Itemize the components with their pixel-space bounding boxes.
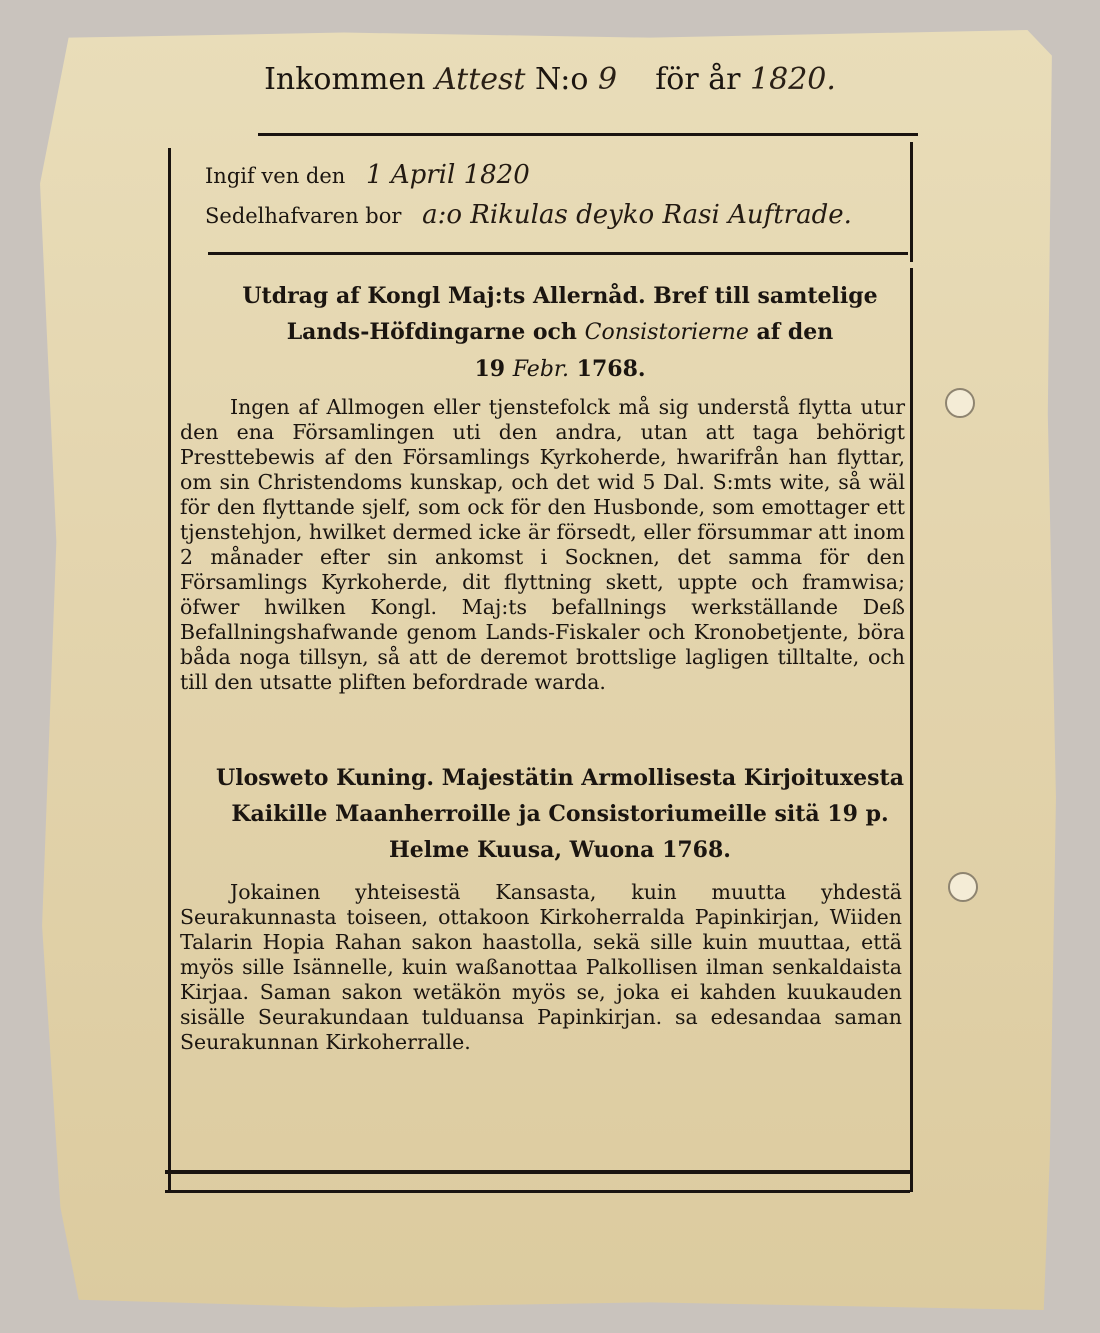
swedish-heading-line2-b: Consistorierne bbox=[584, 320, 749, 345]
date-value: 1 April 1820 bbox=[366, 160, 530, 190]
right-border-upper bbox=[910, 142, 913, 262]
date-label: Ingif ven den bbox=[205, 164, 346, 188]
swedish-heading bbox=[210, 278, 910, 388]
document-title bbox=[140, 62, 960, 97]
swedish-body: Ingen af Allmogen eller tjenstefolck må sig understå flytta utur den ena Församlingen uti den andra, utan att taga behörigt Presttebewis af den Församlings Kyrkoherde, hwarifrån han flyttar, om sin Christendoms kunskap, och det wid 5 Dal. S:mts wite, så wäl för den flyttande sjelf, som ock för den Husbonde, som emottager ett tjenstehjon, hwilket dermed icke är försedt, eller försummar att inom 2 månader efter sin ankomst i Socknen, det samma för den Församlings Kyrkoherde, dit flyttning skett, uppte och framwisa; öfwer hwilken Kongl. Maj:ts befallnings werkställande Deß Befallningshafwande genom Lands-Fiskaler och Kronobetjente, böra båda noga tillsyn, så att de deremot brottslige lagligen tilltalte, och till den utsatte pliften befordrade warda. bbox=[180, 395, 905, 694]
swedish-heading-line3-c: 1768. bbox=[576, 356, 646, 382]
attest-label: Attest bbox=[435, 62, 526, 97]
finnish-heading-line1: Ulosweto Kuning. Majestätin Armollisesta Kirjoituxesta bbox=[216, 765, 904, 791]
year-value: 1820. bbox=[750, 62, 836, 97]
right-border-lower bbox=[910, 268, 913, 1192]
finnish-body: Jokainen yhteisestä Kansasta, kuin muutta yhdestä Seurakunnasta toiseen, ottakoon Kirkoherralda Papinkirjan, Wiiden Talarin Hopia Rahan sakon haastolla, sekä sille kuin muuttaa, että myös sille Isännelle, kuin waßanottaa Palkollisen ilman senkaldaista Kirjaa. Saman sakon wetäkön myös se, joka ei kahden kuukauden sisälle Seurakundaan tulduansa Papinkirjan. sa edesandaa saman Seurakunnan Kirkoherralle. bbox=[180, 880, 902, 1054]
finnish-heading-line3: Helme Kuusa, Wuona 1768. bbox=[389, 837, 731, 863]
swedish-heading-line2-c: af den bbox=[756, 319, 834, 345]
swedish-heading-line2 bbox=[210, 314, 910, 351]
finnish-heading-line2: Kaikille Maanherroille ja Consistoriumeille sitä 19 p. bbox=[231, 801, 889, 827]
left-border bbox=[168, 148, 171, 1190]
residence-value: a:o Rikulas deyko Rasi Auftrade. bbox=[422, 200, 852, 230]
bottom-rule-lower bbox=[165, 1190, 910, 1193]
number-label: N:o bbox=[535, 62, 589, 97]
attest-number: 9 bbox=[597, 62, 618, 97]
date-row bbox=[205, 160, 530, 190]
swedish-heading-line3 bbox=[210, 351, 910, 388]
swedish-heading-line3-a: 19 bbox=[474, 356, 506, 382]
year-label: för år bbox=[655, 62, 741, 97]
swedish-heading-line2-a: Lands-Höfdingarne och bbox=[286, 319, 577, 345]
residence-label: Sedelhafvaren bor bbox=[205, 204, 402, 228]
punch-hole bbox=[945, 388, 975, 418]
swedish-heading-line3-b: Febr. bbox=[512, 357, 569, 382]
fields-rule bbox=[208, 252, 908, 255]
finnish-heading bbox=[210, 760, 910, 868]
punch-hole bbox=[948, 872, 978, 902]
title-label: Inkommen bbox=[264, 62, 426, 97]
bottom-rule bbox=[165, 1170, 910, 1174]
residence-row bbox=[205, 200, 852, 230]
swedish-heading-line1: Utdrag af Kongl Maj:ts Allernåd. Bref till samtelige bbox=[242, 283, 878, 309]
top-rule bbox=[258, 133, 918, 136]
